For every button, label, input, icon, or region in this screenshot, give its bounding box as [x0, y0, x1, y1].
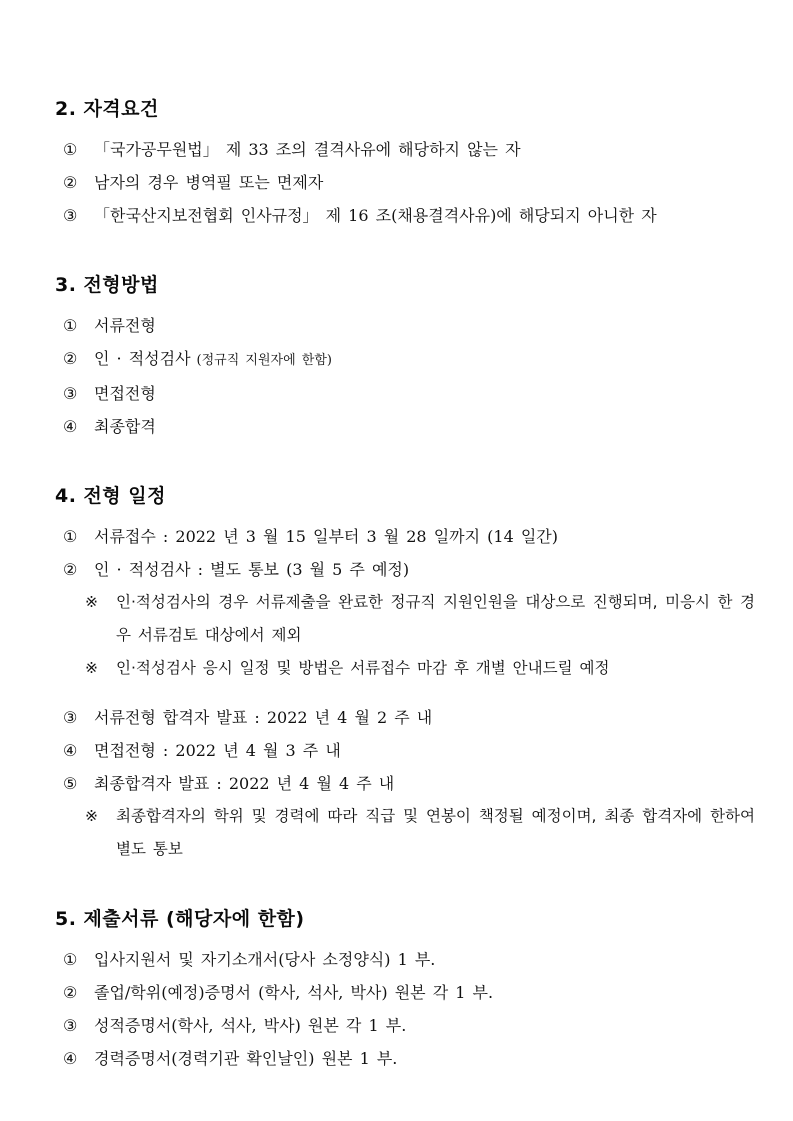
section-title	[55, 906, 755, 933]
section-title-text: 전형 일정	[83, 485, 166, 507]
list-item	[55, 1042, 755, 1075]
item-text: 성적증명서(학사, 석사, 박사) 원본 각 1 부.	[94, 1016, 407, 1035]
item-marker: ①	[63, 527, 78, 546]
reference-note	[55, 800, 755, 866]
list-item	[55, 943, 755, 976]
item-marker: ③	[63, 384, 78, 403]
item-text: 서류전형	[94, 316, 156, 335]
item-marker: ④	[63, 741, 78, 760]
list-item	[55, 1009, 755, 1042]
item-text: 면접전형 : 2022 년 4 월 3 주 내	[94, 741, 341, 760]
list-item	[55, 976, 755, 1009]
reference-note	[55, 586, 755, 652]
item-main-text: 인 · 적성검사	[94, 349, 191, 368]
list-item	[55, 342, 755, 377]
reference-mark-icon: ※	[85, 659, 98, 677]
item-text: 최종합격	[94, 417, 156, 436]
item-text: 「국가공무원법」 제 33 조의 결격사유에 해당하지 않는 자	[94, 140, 521, 159]
item-text: 경력증명서(경력기관 확인날인) 원본 1 부.	[94, 1049, 398, 1068]
item-text: 인·적성검사 응시 일정 및 방법은 서류접수 마감 후 개별 안내드릴 예정	[116, 659, 610, 677]
section-title-text: 전형방법	[83, 274, 159, 296]
item-marker: ①	[63, 950, 78, 969]
item-text: 최종합격자의 학위 및 경력에 따라 직급 및 연봉이 책정될 예정이며, 최종 합격자에 한하여 별도 통보	[116, 807, 755, 858]
section-title	[55, 272, 755, 299]
list-item	[55, 701, 755, 734]
list-item	[55, 309, 755, 342]
item-marker: ②	[63, 560, 78, 579]
item-marker: ①	[63, 316, 78, 335]
list-item	[55, 520, 755, 553]
item-text: 면접전형	[94, 384, 156, 403]
section-title	[55, 96, 755, 123]
section-number: 5.	[55, 908, 77, 930]
item-text: 졸업/학위(예정)증명서 (학사, 석사, 박사) 원본 각 1 부.	[94, 983, 494, 1002]
section-number: 2.	[55, 98, 77, 120]
list-item	[55, 410, 755, 443]
section-4-schedule	[55, 483, 755, 866]
section-number: 3.	[55, 274, 77, 296]
section-5-required-documents	[55, 906, 755, 1075]
item-text: 남자의 경우 병역필 또는 면제자	[94, 173, 324, 192]
item-text: 서류접수 : 2022 년 3 월 15 일부터 3 월 28 일까지 (14 일간)	[94, 527, 558, 546]
list-item	[55, 133, 755, 166]
section-2-qualifications	[55, 96, 755, 232]
item-text: 인·적성검사의 경우 서류제출을 완료한 정규직 지원인원을 대상으로 진행되며, 미응시 한 경우 서류검토 대상에서 제외	[116, 593, 755, 644]
item-marker: ④	[63, 1049, 78, 1068]
item-marker: ③	[63, 206, 78, 225]
reference-note	[55, 652, 755, 685]
list-item	[55, 734, 755, 767]
item-marker: ③	[63, 1016, 78, 1035]
list-item	[55, 166, 755, 199]
section-3-selection-method	[55, 272, 755, 443]
item-marker: ⑤	[63, 774, 78, 793]
item-marker: ②	[63, 173, 78, 192]
item-marker: ①	[63, 140, 78, 159]
item-marker: ③	[63, 708, 78, 727]
section-title-text: 제출서류 (해당자에 한함)	[83, 908, 305, 930]
item-text	[94, 342, 755, 377]
list-item	[55, 199, 755, 232]
list-item	[55, 553, 755, 586]
item-text: 최종합격자 발표 : 2022 년 4 월 4 주 내	[94, 774, 395, 793]
list-item	[55, 767, 755, 800]
reference-mark-icon: ※	[85, 807, 98, 825]
item-text: 입사지원서 및 자기소개서(당사 소정양식) 1 부.	[94, 950, 436, 969]
item-marker: ②	[63, 349, 78, 368]
item-text: 인 · 적성검사 : 별도 통보 (3 월 5 주 예정)	[94, 560, 410, 579]
item-marker: ②	[63, 983, 78, 1002]
section-title	[55, 483, 755, 510]
item-note: (정규직 지원자에 한함)	[196, 353, 332, 368]
list-item	[55, 377, 755, 410]
item-text: 「한국산지보전협회 인사규정」 제 16 조(채용결격사유)에 해당되지 아니한 자	[94, 206, 657, 225]
item-marker: ④	[63, 417, 78, 436]
reference-mark-icon: ※	[85, 593, 98, 611]
section-title-text: 자격요건	[83, 98, 159, 120]
item-text: 서류전형 합격자 발표 : 2022 년 4 월 2 주 내	[94, 708, 433, 727]
section-number: 4.	[55, 485, 77, 507]
